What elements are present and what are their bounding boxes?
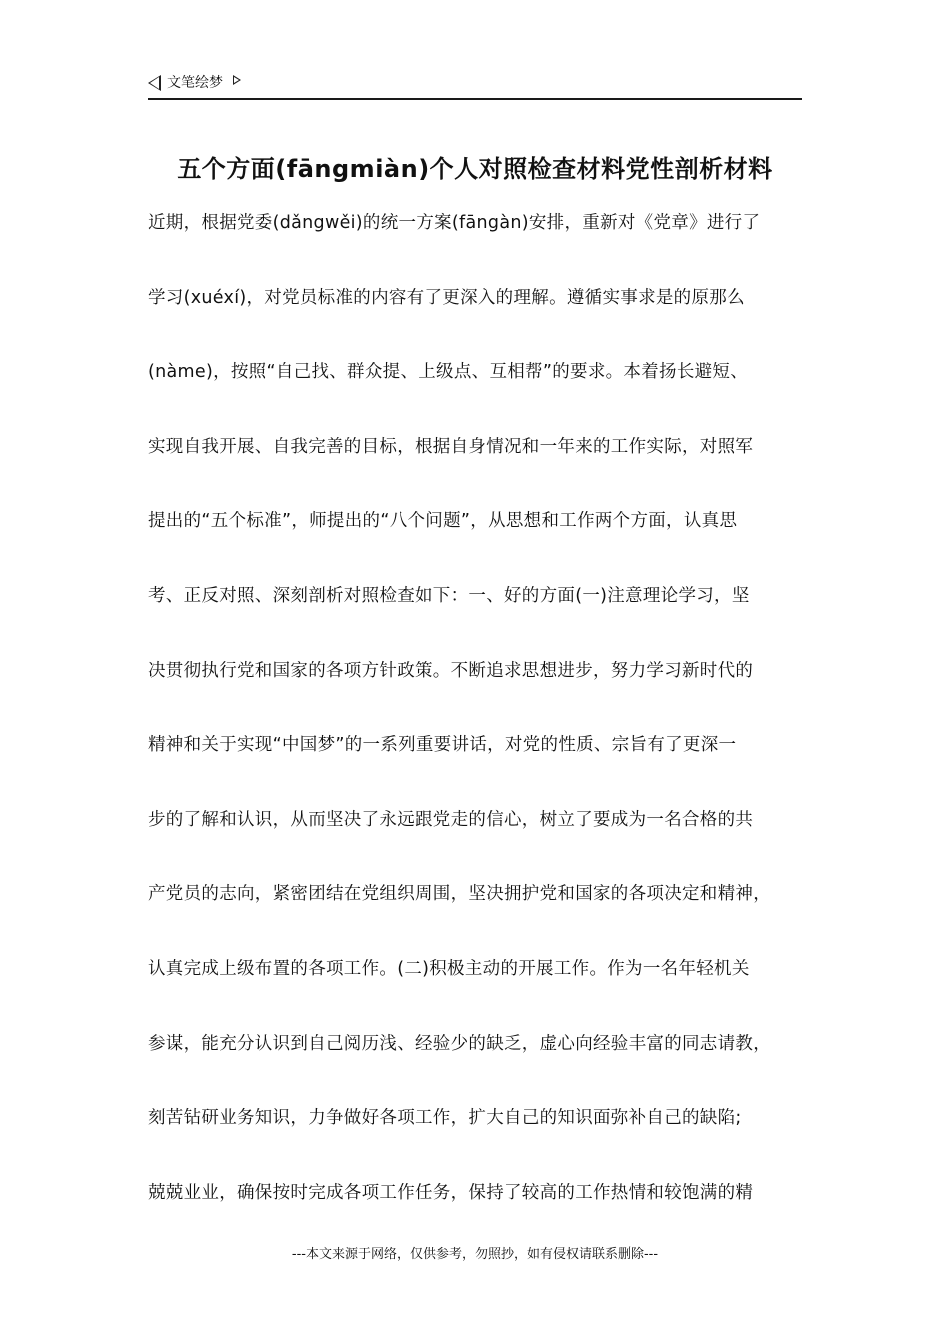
body-line: 精神和关于实现“中国梦”的一系列重要讲话，对党的性质、宗旨有了更深一 — [148, 735, 737, 756]
body-line: (nàme)，按照“自己找、群众提、上级点、互相帮”的要求。本着扬长避短、 — [148, 362, 749, 383]
body-line: 考、正反对照、深刻剖析对照检查如下：一、好的方面(一)注意理论学习，坚 — [148, 585, 750, 606]
body-line: 产党员的志向，紧密团结在党组织周围，坚决拥护党和国家的各项决定和精神， — [148, 884, 771, 905]
triangle-right-icon — [233, 75, 241, 85]
body-line: 学习(xuéxí)，对党员标准的内容有了更深入的理解。遵循实事求是的原那么 — [148, 287, 745, 308]
body-line: 实现自我开展、自我完善的目标，根据自身情况和一年来的工作实际，对照军 — [148, 436, 754, 457]
body-line: 参谋，能充分认识到自己阅历浅、经验少的缺乏，虚心向经验丰富的同志请教， — [148, 1033, 771, 1054]
body-line: 刻苦钻研业务知识，力争做好各项工作，扩大自己的知识面弥补自己的缺陷; — [148, 1108, 742, 1129]
body-line: 决贯彻执行党和国家的各项方针政策。不断追求思想进步，努力学习新时代的 — [148, 660, 754, 681]
document-body — [148, 206, 838, 1250]
document-title: 五个方面(fāngmiàn)个人对照检查材料党性剖析材料 — [177, 155, 773, 183]
body-line: 步的了解和认识，从而坚决了永远跟党走的信心，树立了要成为一名合格的共 — [148, 809, 754, 830]
page-header — [148, 72, 802, 100]
body-line: 提出的“五个标准”，师提出的“八个问题”，从思想和工作两个方面，认真思 — [148, 511, 738, 532]
brand-mark — [148, 74, 241, 92]
footer-disclaimer: ---本文来源于网络，仅供参考，勿照抄，如有侵权请联系删除--- — [291, 1247, 659, 1262]
body-line: 兢兢业业，确保按时完成各项工作任务，保持了较高的工作热情和较饱满的精 — [148, 1182, 754, 1203]
body-line: 认真完成上级布置的各项工作。(二)积极主动的开展工作。作为一名年轻机关 — [148, 958, 750, 979]
triangle-left-icon — [148, 75, 161, 91]
brand-name: 文笔绘梦 — [167, 75, 223, 91]
body-line: 近期，根据党委(dǎngwěi)的统一方案(fāngàn)安排，重新对《党章》进行了 — [148, 213, 761, 233]
